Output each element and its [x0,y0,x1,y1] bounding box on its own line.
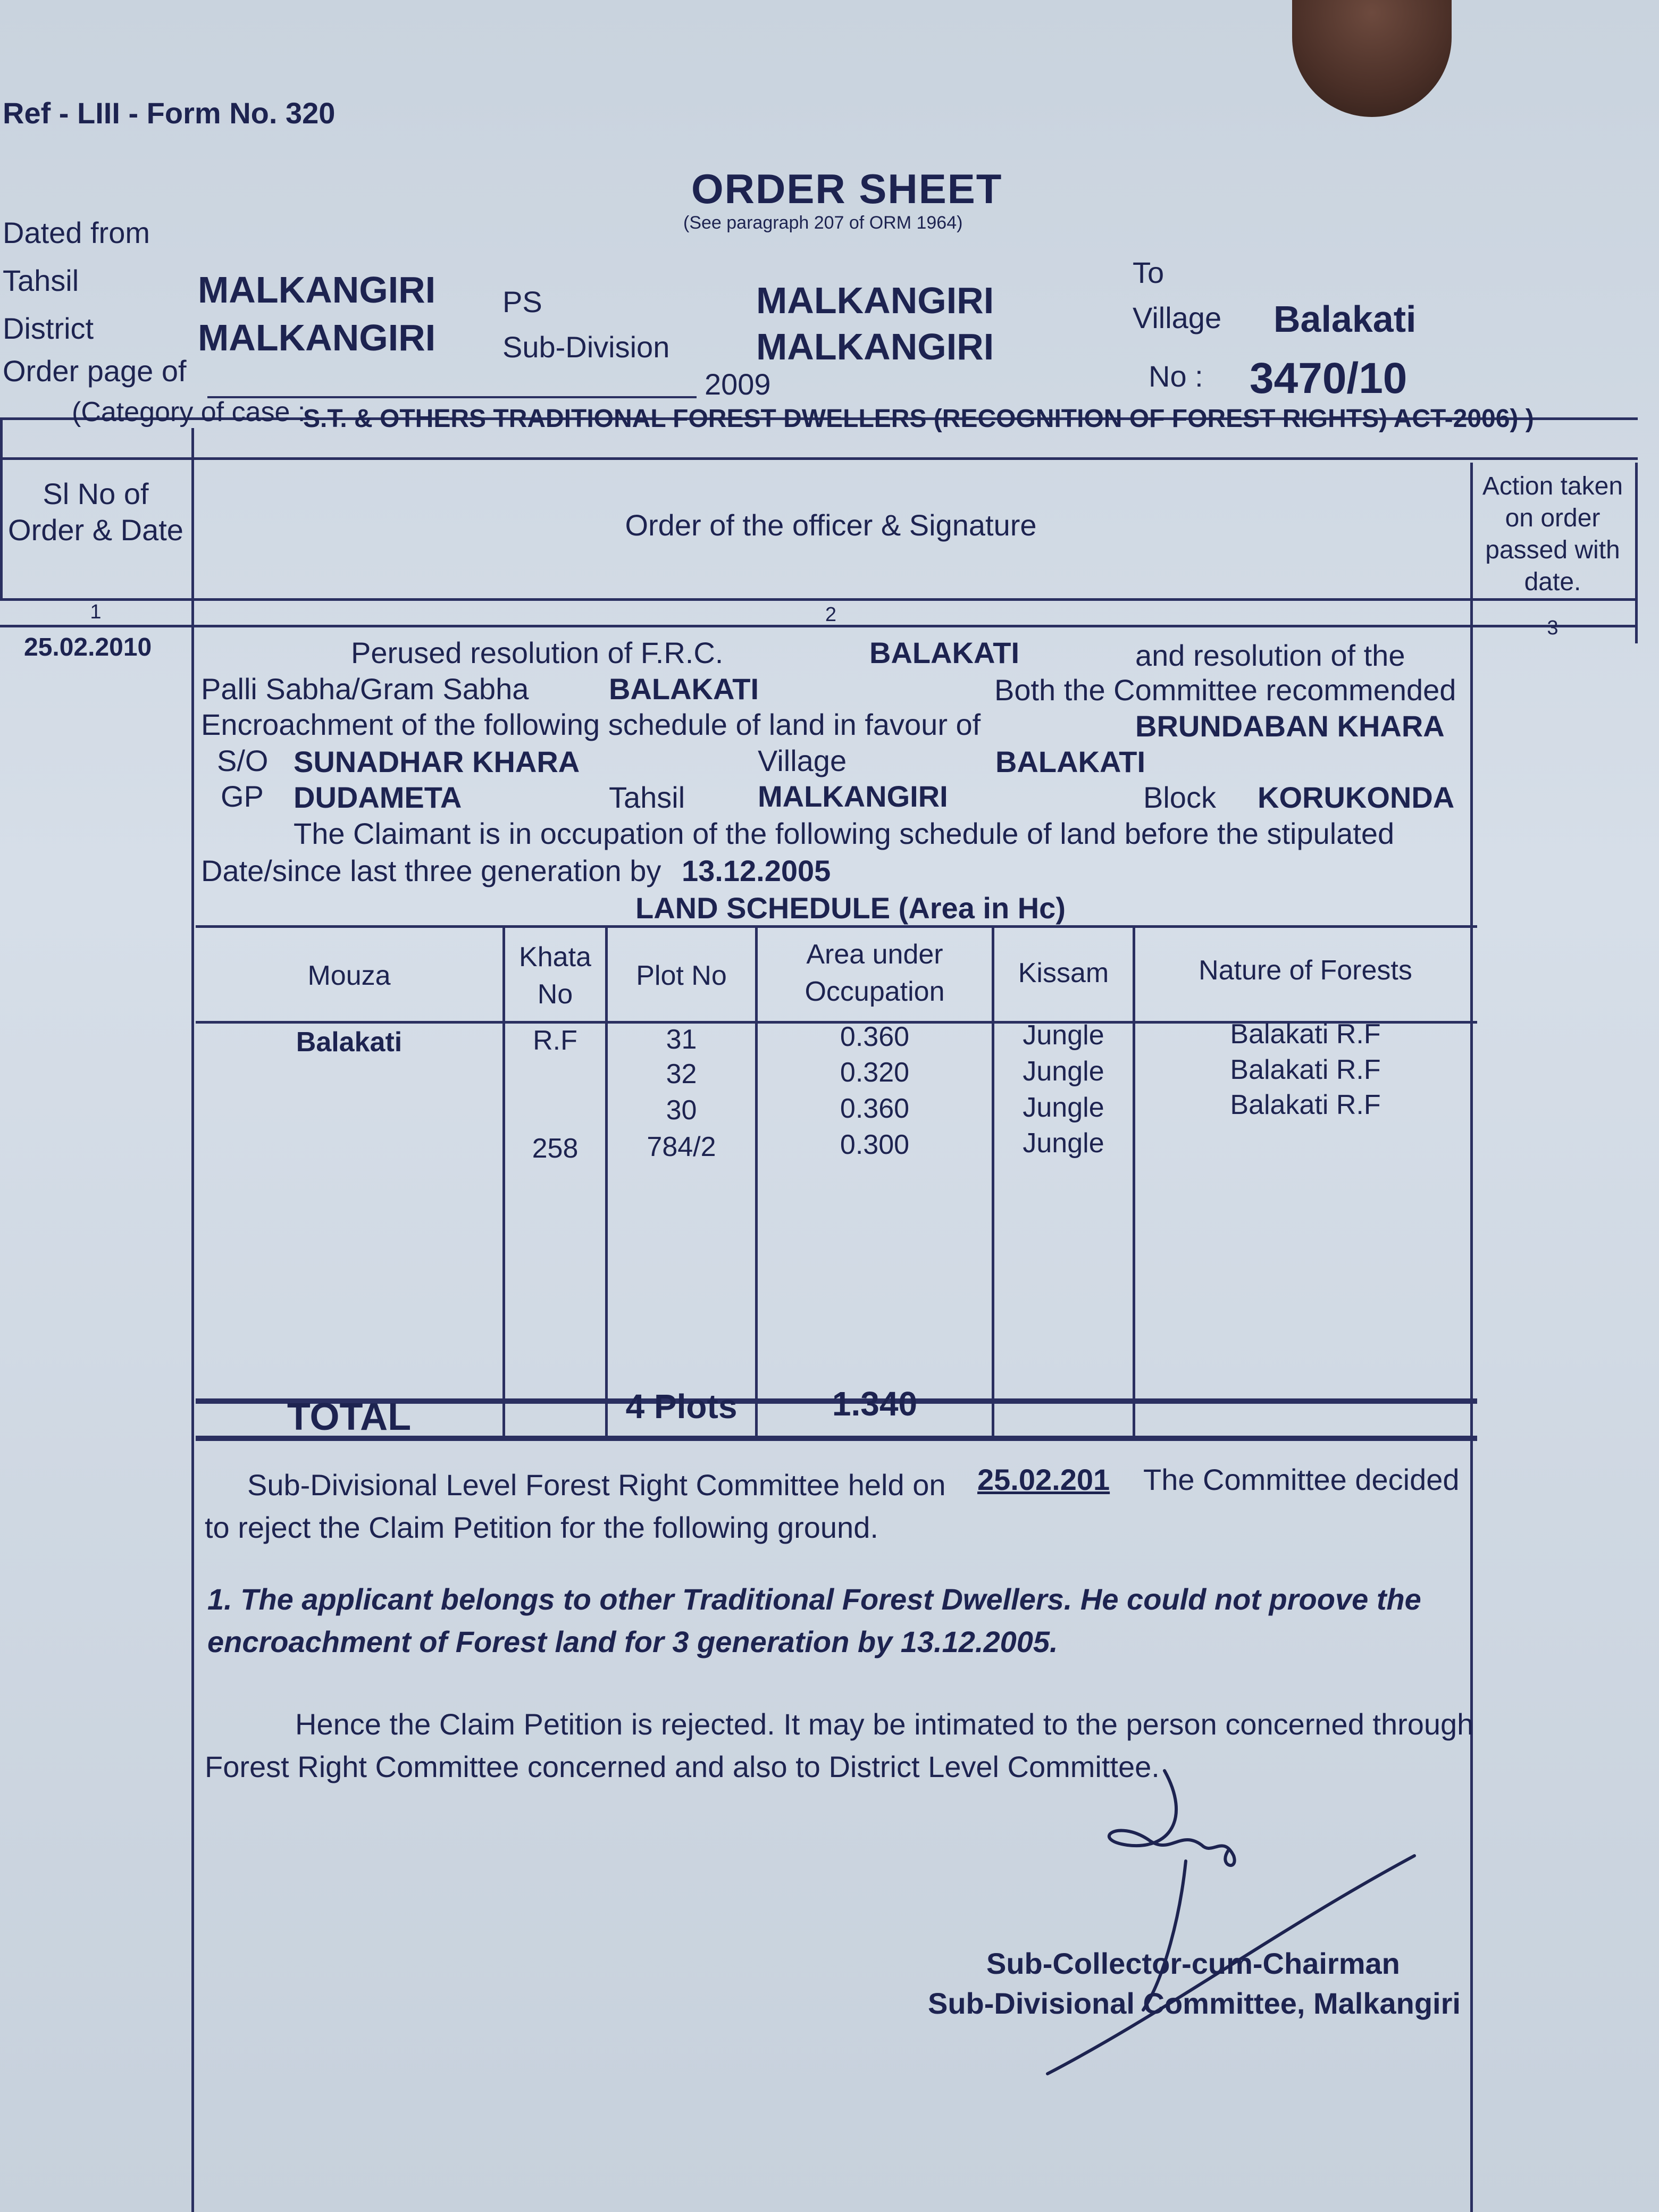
col3-header [1470,471,1635,598]
col3-header-line2: on order [1505,504,1601,532]
table-right-border [1635,463,1638,643]
district-label: District [3,312,94,345]
row4-plot: 784/2 [647,1132,716,1162]
order-tahsil-label: Tahsil [609,781,685,814]
frc-value: BALAKATI [869,636,1020,669]
occupation-line2: Date/since last three generation by [201,854,661,887]
row4-khata: 258 [532,1133,579,1164]
block-label: Block [1143,781,1216,814]
order-date: 25.02.2010 [24,633,152,661]
so-label: S/O [217,744,269,777]
ground-line1: 1. The applicant belongs to other Traditional Forest Dwellers. He could not proove the [207,1582,1421,1616]
land-schedule-title: LAND SCHEDULE (Area in Hc) [635,891,1066,925]
schedule-mouza: Balakati [296,1027,403,1058]
to-label: To [1133,256,1164,289]
subdivision-label: Sub-Division [502,330,670,364]
signatory-line2: Sub-Divisional Committee, Malkangiri [928,1987,1461,2020]
header-row-line [0,598,1638,601]
schedule-header-nature: Nature of Forests [1199,955,1412,986]
schedule-header-area-line2: Occupation [805,976,945,1007]
ps-label: PS [502,285,542,319]
signatory-line1: Sub-Collector-cum-Chairman [986,1947,1400,1980]
palli-sabha-text: Palli Sabha/Gram Sabha [201,672,529,706]
occupation-line1: The Claimant is in occupation of the following schedule of land before the stipulated [294,817,1395,850]
claimant-name: BRUNDABAN KHARA [1135,709,1445,743]
committee-decided-text: The Committee decided [1143,1463,1460,1496]
row2-kissam: Jungle [1023,1056,1104,1087]
schedule-header-kissam: Kissam [1018,958,1109,988]
gp-label: GP [221,780,264,813]
table-top-line [0,457,1638,460]
both-committee-text: Both the Committee recommended [994,673,1456,707]
col1-header-line2: Order & Date [8,513,183,547]
occupation-date: 13.12.2005 [682,854,831,887]
held-date: 25.02.201 [977,1463,1110,1496]
schedule-header-area-line1: Area under [806,939,943,970]
col3-header-line3: passed with [1485,536,1620,564]
district-value: MALKANGIRI [198,317,436,358]
thumb [1292,0,1452,117]
signature-scribble [1010,1755,1436,2084]
row3-plot: 30 [666,1095,697,1126]
ground-line2: encroachment of Forest land for 3 generation by 13.12.2005. [207,1625,1058,1658]
row1-area: 0.360 [840,1021,910,1052]
total-area: 1.340 [832,1385,918,1423]
schedule-col-plot [605,928,608,1438]
col3-header-line4: date. [1524,568,1581,596]
col3-number: 3 [1547,617,1559,639]
perused-text: Perused resolution of F.R.C. [351,636,724,669]
order-village-label: Village [758,744,847,777]
row2-plot: 32 [666,1059,697,1090]
schedule-top-line [196,925,1477,928]
schedule-header-mouza: Mouza [307,960,391,991]
row1-khata: R.F [533,1025,577,1056]
row4-kissam: Jungle [1023,1128,1104,1159]
row3-nature: Balakati R.F [1230,1090,1381,1120]
schedule-header-khata [505,939,605,1013]
year-value: 2009 [705,367,771,401]
block-value: KORUKONDA [1258,781,1455,814]
and-resolution-text: and resolution of the [1135,639,1405,672]
encroachment-text: Encroachment of the following schedule of land in favour of [201,708,981,741]
order-tahsil-value: MALKANGIRI [758,780,948,813]
row3-kissam: Jungle [1023,1092,1104,1123]
col1-header [0,476,191,548]
col1-header-line1: Sl No of [43,477,149,510]
hence-line1: Hence the Claim Petition is rejected. It may be intimated to the person concerned through [295,1707,1474,1741]
case-number: 3470/10 [1250,354,1407,403]
schedule-col-nature [1133,928,1135,1438]
schedule-header-khata-line1: Khata [519,942,591,973]
reject-line: to reject the Claim Petition for the following ground. [205,1511,878,1544]
col3-header-line1: Action taken [1482,472,1623,500]
form-ref: Ref - LIII - Form No. 320 [3,96,336,130]
held-text: Sub-Divisional Level Forest Right Committee held on [247,1468,946,1502]
hence-line2: Forest Right Committee concerned and also to District Level Committee. [205,1750,1160,1783]
category-label: (Category of case : [72,397,306,428]
row1-nature: Balakati R.F [1230,1019,1381,1050]
row3-area: 0.360 [840,1093,910,1124]
col2-number: 2 [825,604,837,626]
dated-from-label: Dated from [3,216,150,249]
gp-value: DUDAMETA [294,781,462,814]
village-value: Balakati [1273,298,1417,340]
no-label: No : [1149,359,1203,393]
total-plots: 4 Plots [625,1387,738,1426]
col1-number: 1 [90,601,102,623]
category-value: S.T. & OTHERS TRADITIONAL FOREST DWELLERS (RECOGNITION OF FOREST RIGHTS) ACT-2006) ) [303,405,1534,433]
col2-divider [1470,463,1473,2212]
total-label: TOTAL [287,1396,412,1438]
row4-area: 0.300 [840,1129,910,1160]
schedule-header-area [758,936,992,1010]
row2-area: 0.320 [840,1057,910,1088]
village-label: Village [1133,301,1222,334]
tahsil-label: Tahsil [3,264,79,297]
row1-kissam: Jungle [1023,1020,1104,1051]
tahsil-value: MALKANGIRI [198,269,436,311]
schedule-header-khata-line2: No [537,979,573,1010]
order-village-value: BALAKATI [995,745,1146,778]
schedule-header-plot: Plot No [636,960,727,991]
order-page-label: Order page of [3,354,187,388]
page-title: ORDER SHEET [691,165,1003,212]
page-subtitle: (See paragraph 207 of ORM 1964) [683,213,963,233]
father-name: SUNADHAR KHARA [294,745,580,778]
ps-value: MALKANGIRI [756,280,994,321]
row1-plot: 31 [666,1024,697,1055]
schedule-col-kissam [992,928,994,1438]
col2-header: Order of the officer & Signature [625,508,1037,542]
col1-divider [191,428,194,2212]
subdivision-value: MALKANGIRI [756,326,994,367]
gram-sabha-value: BALAKATI [609,672,759,706]
row2-nature: Balakati R.F [1230,1054,1381,1085]
